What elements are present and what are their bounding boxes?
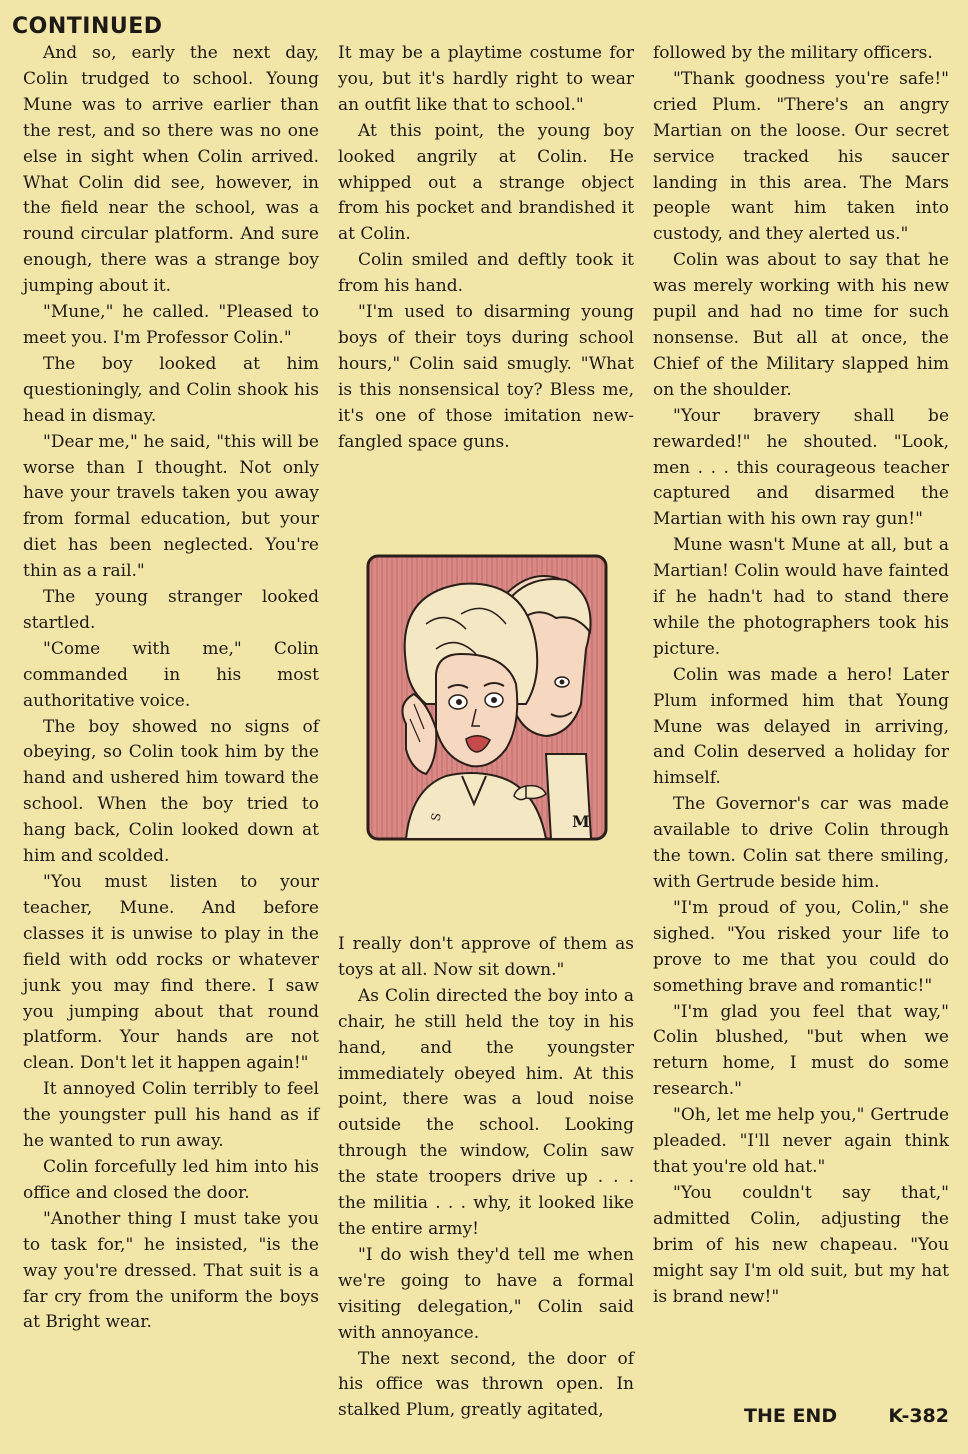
paragraph: "I'm used to disarming young boys of their toys during school hours," Colin said smugly. "What is this nonsensical toy? Bless me, it's one of those imitation new-fangled space guns. (338, 302, 634, 452)
continued-heading: CONTINUED (12, 14, 163, 39)
artist-signature-left: S (428, 811, 444, 823)
paragraph: At this point, the young boy looked angrily at Colin. He whipped out a strange object from his pocket and brandished it at Colin. (338, 120, 634, 245)
text-column-1 (23, 41, 319, 1336)
paragraph: "I'm proud of you, Colin," she sighed. "You risked your life to prove to me that you could do something brave and romantic!" (653, 897, 949, 996)
paragraph: The young stranger looked startled. (23, 587, 319, 633)
text-column-3 (653, 41, 949, 1310)
paragraph: Colin forcefully led him into his office and closed the door. (23, 1156, 319, 1203)
paragraph: Colin was made a hero! Later Plum informed him that Young Mune was delayed in arriving, and Colin deserved a holiday for himself. (653, 664, 949, 789)
paragraph: The boy showed no signs of obeying, so Colin took him by the hand and ushered him toward the school. When the boy tried to hang back, Colin looked down at him and scolded. (23, 716, 319, 867)
paragraph: The Governor's car was made available to drive Colin through the town. Colin sat there smiling, with Gertrude beside him. (653, 794, 949, 892)
paragraph: I really don't approve of them as toys at all. Now sit down." (338, 934, 634, 980)
paragraph: "I do wish they'd tell me when we're going to have a formal visiting delegation," Colin said with annoyance. (338, 1244, 634, 1343)
paragraph: As Colin directed the boy into a chair, he still held the toy in his hand, and the youngster immediately obeyed him. At this point, there was a loud noise outside the school. Looking through the window, Colin saw the state troopers drive up . . . the militia . . . why, it looked like the entire army! (338, 985, 634, 1239)
paragraph: Colin smiled and deftly took it from his hand. (338, 250, 634, 297)
paragraph: The next second, the door of his office was thrown open. In stalked Plum, greatly agitated, (338, 1348, 634, 1421)
paragraph: "Thank goodness you're safe!" cried Plum. "There's an angry Martian on the loose. Our secret service tracked his saucer landing in this area. The Mars people want him taken into custody, and they alerted us." (653, 68, 949, 245)
paragraph: It may be a playtime costume for you, but it's hardly right to wear an outfit like that to school." (338, 43, 634, 115)
text-column-2-top (338, 41, 634, 456)
paragraph: "Come with me," Colin commanded in his most authoritative voice. (23, 638, 319, 711)
paragraph: "You must listen to your teacher, Mune. And before classes it is unwise to play in the field with odd rocks or whatever junk you may find there. I saw you jumping about that round platform. Your hands are not clean. Don't let it happen again!" (23, 872, 319, 1074)
story-code: K-382 (888, 1405, 949, 1427)
footer (744, 1405, 949, 1427)
paragraph: followed by the military officers. (653, 43, 933, 63)
the-end-label: THE END (744, 1405, 838, 1427)
paragraph: "Dear me," he said, "this will be worse than I thought. Not only have your travels taken you away from formal education, but your diet has been neglected. You're thin as a rail." (23, 431, 319, 582)
paragraph: The boy looked at him questioningly, and Colin shook his head in dismay. (23, 353, 319, 426)
paragraph: And so, early the next day, Colin trudged to school. Young Mune was to arrive earlier than the rest, and so there was no one else in sight when Colin arrived. What Colin did see, however, in the field near the school, was a round circular platform. And sure enough, there was a strange boy jumping about it. (23, 43, 319, 297)
paragraph: Colin was about to say that he was merely working with his new pupil and had no time for such nonsense. But all at once, the Chief of the Military slapped him on the shoulder. (653, 250, 949, 400)
paragraph: "Mune," he called. "Pleased to meet you. I'm Professor Colin." (23, 302, 319, 348)
paragraph: It annoyed Colin terribly to feel the youngster pull his hand as if he wanted to run away. (23, 1079, 319, 1152)
text-column-2-bottom (338, 932, 634, 1424)
artist-signature-right: M (572, 812, 590, 831)
illustration-panel (366, 554, 608, 841)
paragraph: "Another thing I must take you to task for," he insisted, "is the way you're dressed. That suit is a far cry from the uniform the boys at Bright wear. (23, 1208, 319, 1333)
paragraph: "I'm glad you feel that way," Colin blushed, "but when we return home, I must do some research." (653, 1001, 949, 1100)
paragraph: "Your bravery shall be rewarded!" he shouted. "Look, men . . . this courageous teacher captured and disarmed the Martian with his own ray gun!" (653, 405, 949, 530)
paragraph: Mune wasn't Mune at all, but a Martian! Colin would have fainted if he hadn't had to stand there while the photographers took his picture. (653, 535, 949, 659)
paragraph: "Oh, let me help you," Gertrude pleaded. "I'll never again think that you're old hat." (653, 1105, 949, 1177)
comic-illustration (366, 554, 608, 841)
paragraph: "You couldn't say that," admitted Colin, adjusting the brim of his new chapeau. "You might say I'm old suit, but my hat is brand new!" (653, 1182, 949, 1307)
